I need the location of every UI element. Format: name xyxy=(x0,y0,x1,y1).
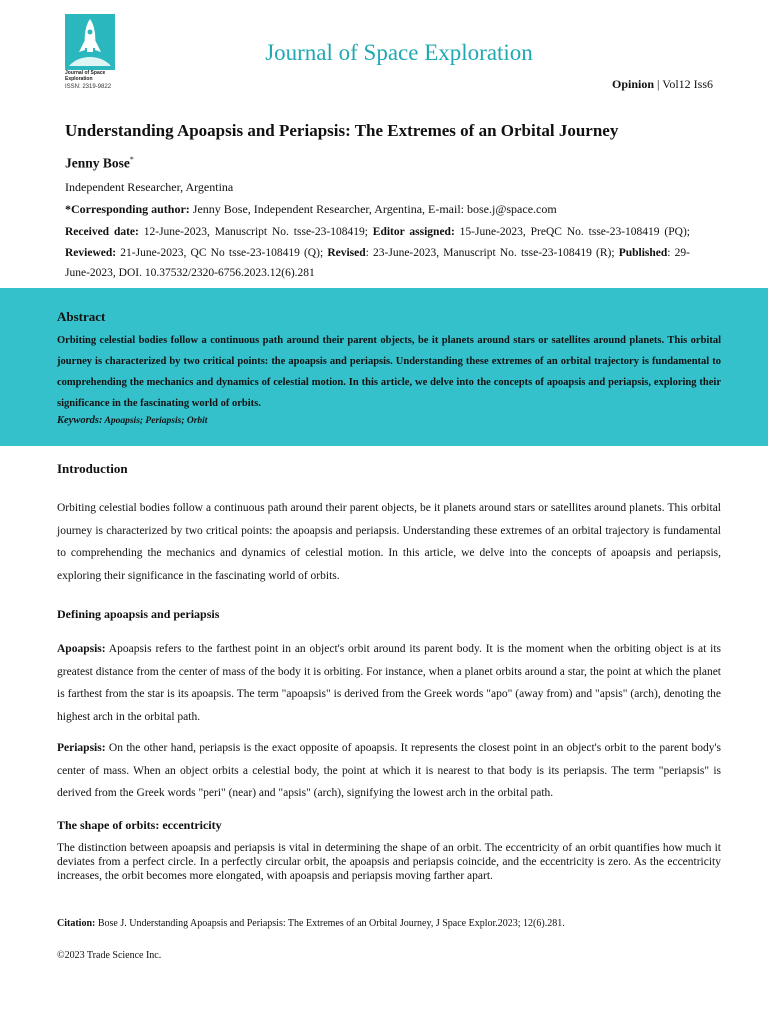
eccentricity-heading: The shape of orbits: eccentricity xyxy=(57,818,222,832)
defining-heading: Defining apoapsis and periapsis xyxy=(57,607,220,621)
author-name: Jenny Bose* xyxy=(65,155,134,171)
logo-label: Journal of Space Exploration xyxy=(65,70,106,82)
copyright: ©2023 Trade Science Inc. xyxy=(57,950,162,961)
introduction-text: Orbiting celestial bodies follow a continuous path around their parent objects, be it planets around stars or satellites around planets. This orbital journey is characterized by two critical points: the apoapsis and periapsis. Understanding these extremes of an orbital trajectory is fundamental to comprehending the mechanics and dynamics of celestial motion. In this article, we delve into the concepts of apoapsis and periapsis, exploring their significance in the fascinating world of orbits. xyxy=(57,502,721,582)
keywords: Keywords: Apoapsis; Periapsis; Orbit xyxy=(57,415,208,426)
corresponding-author: *Corresponding author: Jenny Bose, Independent Researcher, Argentina, E-mail: bose.j@space.com xyxy=(65,202,557,216)
periapsis-paragraph: Periapsis: On the other hand, periapsis is the exact opposite of apoapsis. It represents the closest point in an object's orbit to the parent body's center of mass. When an object orbits a celestial body, the point at which it is nearest to that body is its periapsis. The term "periapsis" is derived from the Greek words "peri" (near) and "apsis" (arch), signifying the lowest arch in the orbital path. xyxy=(57,742,721,799)
affiliation: Independent Researcher, Argentina xyxy=(65,180,234,194)
abstract-text: Orbiting celestial bodies follow a continuous path around their parent objects, be it planets around stars or satellites around planets. This orbital journey is characterized by two critical points: the apoapsis and periapsis. Understanding these extremes of an orbital trajectory is fundamental to comprehending the mechanics and dynamics of celestial motion. In this article, we delve into the concepts of apoapsis and periapsis, exploring their significance in the fascinating world of orbits. xyxy=(57,335,721,409)
abstract-heading: Abstract xyxy=(57,309,106,324)
article-dates: Received date: 12-June-2023, Manuscript No. tsse-23-108419; Editor assigned: 15-June-2023, PreQC No. tsse-23-108419 (PQ); Reviewed: 21-June-2023, QC No tsse-23-108419 (Q); Revised: 23-June-2023, Manuscript No. tsse-23-108419 (R); Published: 29-June-2023, DOI. 10.37532/2320-6756.2023.12(6).281 xyxy=(65,226,690,279)
article-type: Opinion xyxy=(611,77,655,91)
citation: Citation: Bose J. Understanding Apoapsis and Periapsis: The Extremes of an Orbital Journey, J Space Explor.2023; 12(6).281. xyxy=(57,918,565,929)
introduction-heading: Introduction xyxy=(57,461,128,476)
article-title: Understanding Apoapsis and Periapsis: The Extremes of an Orbital Journey xyxy=(65,121,619,140)
issn: ISSN: 2319-9822 xyxy=(65,84,112,90)
eccentricity-text: The distinction between apoapsis and periapsis is vital in determining the shape of an orbit. The eccentricity of an orbit quantifies how much it deviates from a perfect circle. In a perfectly circular orbit, the apoapsis and periapsis coincide, and the eccentricity is zero. As the eccentricity increases, the orbit becomes more elongated, with apoapsis and periapsis moving farther apart. xyxy=(57,842,721,882)
volume-issue: Vol12 Iss6 xyxy=(662,77,713,91)
journal-title: Journal of Space Exploration xyxy=(265,40,533,65)
apoapsis-paragraph: Apoapsis: Apoapsis refers to the farthest point in an object's orbit around its parent body. It is the moment when the orbiting object is at its greatest distance from the center of mass of the body it is orbiting. For instance, when a planet orbits around a star, the point at which the planet is farthest from the star is its apoapsis. The term "apoapsis" is derived from the Greek words "apo" (away from) and "apsis" (arch), denoting the highest arch in the orbital path. xyxy=(57,643,721,723)
issue-separator: | xyxy=(654,77,663,91)
doi: DOI. 10.37532/2320-6756.2023.12(6).281 xyxy=(118,267,315,279)
author-mark: * xyxy=(129,155,134,164)
issue-info xyxy=(612,77,713,92)
